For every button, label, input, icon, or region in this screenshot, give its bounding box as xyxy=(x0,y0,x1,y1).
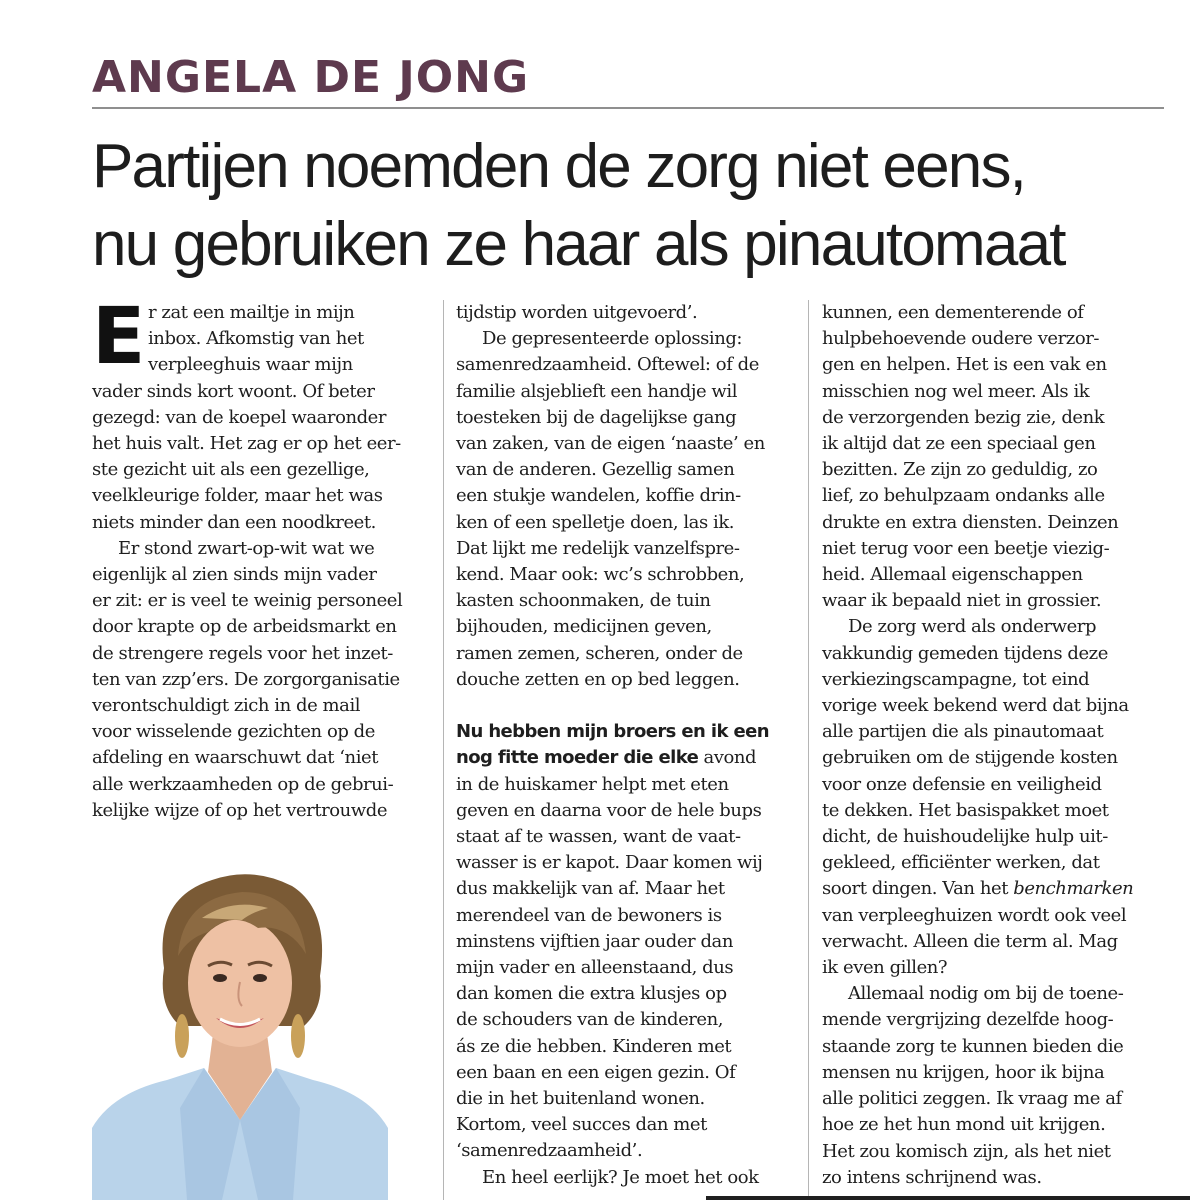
text-line: ás ze die hebben. Kinderen met xyxy=(456,1035,732,1057)
article-column-3 xyxy=(822,300,1167,1191)
text-line: bijhouden, medicijnen geven, xyxy=(456,616,712,638)
text-line: wasser is er kapot. Daar komen wij xyxy=(456,852,763,874)
text-line: gezegd: van de koepel waaronder xyxy=(92,406,387,428)
text-line: kunnen, een dementerende of xyxy=(822,302,1084,323)
text-line: ten van zzp’ers. De zorgorganisatie xyxy=(92,668,400,690)
text-line: Allemaal nodig om bij de toene- xyxy=(848,983,1124,1005)
bold-lead: Nu hebben mijn broers en ik een xyxy=(456,721,769,743)
text-line: bezitten. Ze zijn zo geduldig, zo xyxy=(822,459,1098,481)
text-line: van de anderen. Gezellig samen xyxy=(456,459,735,481)
text-line: niet terug voor een beetje viezig- xyxy=(822,537,1110,559)
text-line xyxy=(822,876,1167,902)
text-line: het huis valt. Het zag er op het eer- xyxy=(92,433,401,455)
text-line: verwacht. Alleen die term al. Mag xyxy=(822,930,1118,952)
text-line: een baan en een eigen gezin. Of xyxy=(456,1061,736,1083)
text-line-bold xyxy=(456,745,796,771)
article-column-1 xyxy=(92,292,432,824)
text-line: dicht, de huishoudelijke hulp uit- xyxy=(822,826,1108,848)
text-line: gekleed, efficiënter werken, dat xyxy=(822,852,1100,874)
author-name: ANGELA DE JONG xyxy=(92,52,530,103)
column-divider xyxy=(808,300,809,1200)
text-line-bold xyxy=(456,719,796,745)
text-line: vorige week bekend werd dat bijna xyxy=(822,695,1129,717)
text-line: hoe ze het hun mond uit krijgen. xyxy=(822,1114,1106,1136)
text-line: de schouders van de kinderen, xyxy=(456,1009,724,1031)
text-line: een stukje wandelen, koffie drin- xyxy=(456,485,741,507)
text-line: te dekken. Het basispakket moet xyxy=(822,799,1109,821)
text-line: samenredzaamheid. Oftewel: of de xyxy=(456,354,759,376)
page-edge-bar xyxy=(706,1196,1190,1200)
text-line: dus makkelijk van af. Maar het xyxy=(456,878,725,900)
text-line: mijn vader en alleenstaand, dus xyxy=(456,957,734,979)
text-line: niets minder dan een noodkreet. xyxy=(92,511,376,533)
text-line: Er stond zwart-op-wit wat we xyxy=(118,537,375,559)
text-line: er zit: er is veel te weinig personeel xyxy=(92,590,403,612)
text-line: waar ik bepaald niet in grossier. xyxy=(822,590,1102,612)
text-line: voor wisselende gezichten op de xyxy=(92,721,375,743)
text-line: van zaken, van de eigen ‘naaste’ en xyxy=(456,433,765,455)
text-line: door krapte op de arbeidsmarkt en xyxy=(92,616,397,638)
text-line: van verpleeghuizen wordt ook veel xyxy=(822,904,1127,926)
text-line: alle werkzaamheden op de gebrui- xyxy=(92,773,394,795)
italic-term: benchmarken xyxy=(1013,878,1134,900)
text-line: ste gezicht uit als een gezellige, xyxy=(92,459,370,481)
text-line: gebruiken om de stijgende kosten xyxy=(822,747,1118,769)
text-line: alle partijen die als pinautomaat xyxy=(822,721,1104,743)
text-line: drukte en extra diensten. Deinzen xyxy=(822,511,1119,533)
article-column-2 xyxy=(456,300,796,1191)
header-rule xyxy=(92,107,1164,109)
headline-line-2: nu gebruiken ze haar als pinautomaat xyxy=(92,210,1065,279)
text-line: familie alsjeblieft een handje wil xyxy=(456,380,738,402)
text-line: veelkleurige folder, maar het was xyxy=(92,485,383,507)
text-line: merendeel van de bewoners is xyxy=(456,904,722,926)
text-line: douche zetten en op bed leggen. xyxy=(456,668,740,690)
text-line: alle politici zeggen. Ik vraag me af xyxy=(822,1088,1122,1110)
text-line: ik altijd dat ze een speciaal gen xyxy=(822,433,1096,455)
text-line: de strengere regels voor het inzet- xyxy=(92,642,393,664)
text-line: voor onze defensie en veiligheid xyxy=(822,773,1102,795)
text-line: vader sinds kort woont. Of beter xyxy=(92,380,375,402)
text-line: vakkundig gemeden tijdens deze xyxy=(822,642,1108,664)
text-line: lief, zo behulpzaam ondanks alle xyxy=(822,485,1105,507)
text-line: ‘samenredzaamheid’. xyxy=(456,1140,643,1162)
text-line: De zorg werd als onderwerp xyxy=(848,616,1097,638)
text-line: tijdstip worden uitgevoerd’. xyxy=(456,302,698,323)
text-line: Kortom, veel succes dan met xyxy=(456,1114,707,1136)
text-line: verontschuldigt zich in de mail xyxy=(92,695,361,717)
text-line: minstens vijftien jaar ouder dan xyxy=(456,930,733,952)
text-line: Dat lijkt me redelijk vanzelfspre- xyxy=(456,537,740,559)
text-line: verkiezingscampagne, tot eind xyxy=(822,668,1090,690)
text-line: En heel eerlijk? Je moet het ook xyxy=(482,1166,759,1188)
text-line: ramen zemen, scheren, onder de xyxy=(456,642,743,664)
text-line: zo intens schrijnend was. xyxy=(822,1166,1042,1188)
paragraph-gap xyxy=(456,693,796,719)
text-line: geven en daarna voor de hele bups xyxy=(456,799,762,821)
text-line: toesteken bij de dagelijkse gang xyxy=(456,406,737,428)
text-line: eigenlijk al zien sinds mijn vader xyxy=(92,564,377,586)
text-line: ken of een spelletje doen, las ik. xyxy=(456,511,735,533)
text-line: ik even gillen? xyxy=(822,957,948,979)
text-line: staande zorg te kunnen bieden die xyxy=(822,1035,1124,1057)
headline-line-1: Partijen noemden de zorg niet eens, xyxy=(92,132,1026,201)
text-fragment: soort dingen. Van het xyxy=(822,878,1014,900)
column-divider xyxy=(443,300,444,1200)
text-line: gen en helpen. Het is een vak en xyxy=(822,354,1107,376)
text-line: die in het buitenland wonen. xyxy=(456,1088,705,1110)
text-line: hulpbehoevende oudere verzor- xyxy=(822,328,1099,350)
text-line: dan komen die extra klusjes op xyxy=(456,983,727,1005)
text-line: r zat een mailtje in mijn xyxy=(148,302,355,323)
text-line: mensen nu krijgen, hoor ik bijna xyxy=(822,1061,1105,1083)
text-fragment: avond xyxy=(698,747,757,769)
text-line: De gepresenteerde oplossing: xyxy=(482,328,743,350)
text-line: mende vergrijzing dezelfde hoog- xyxy=(822,1009,1114,1031)
bold-lead: nog fitte moeder die elke xyxy=(456,747,699,769)
text-line: in de huiskamer helpt met eten xyxy=(456,773,729,795)
text-line: kasten schoonmaken, de tuin xyxy=(456,590,711,612)
author-portrait-illustration xyxy=(92,858,388,1200)
author-photo xyxy=(92,858,388,1200)
text-line: Het zou komisch zijn, als het niet xyxy=(822,1140,1111,1162)
text-line: inbox. Afkomstig van het xyxy=(148,328,364,350)
text-line: de verzorgenden bezig zie, denk xyxy=(822,406,1105,428)
headline xyxy=(92,128,1182,284)
text-line: heid. Allemaal eigenschappen xyxy=(822,564,1083,586)
text-line: misschien nog wel meer. Als ik xyxy=(822,380,1090,402)
text-line: kend. Maar ook: wc’s schrobben, xyxy=(456,564,745,586)
text-line: afdeling en waarschuwt dat ‘niet xyxy=(92,747,378,769)
text-line: verpleeghuis waar mijn xyxy=(148,354,353,376)
drop-cap: E xyxy=(92,292,146,382)
text-line: kelijke wijze of op het vertrouwde xyxy=(92,799,388,821)
text-line: staat af te wassen, want de vaat- xyxy=(456,826,741,848)
